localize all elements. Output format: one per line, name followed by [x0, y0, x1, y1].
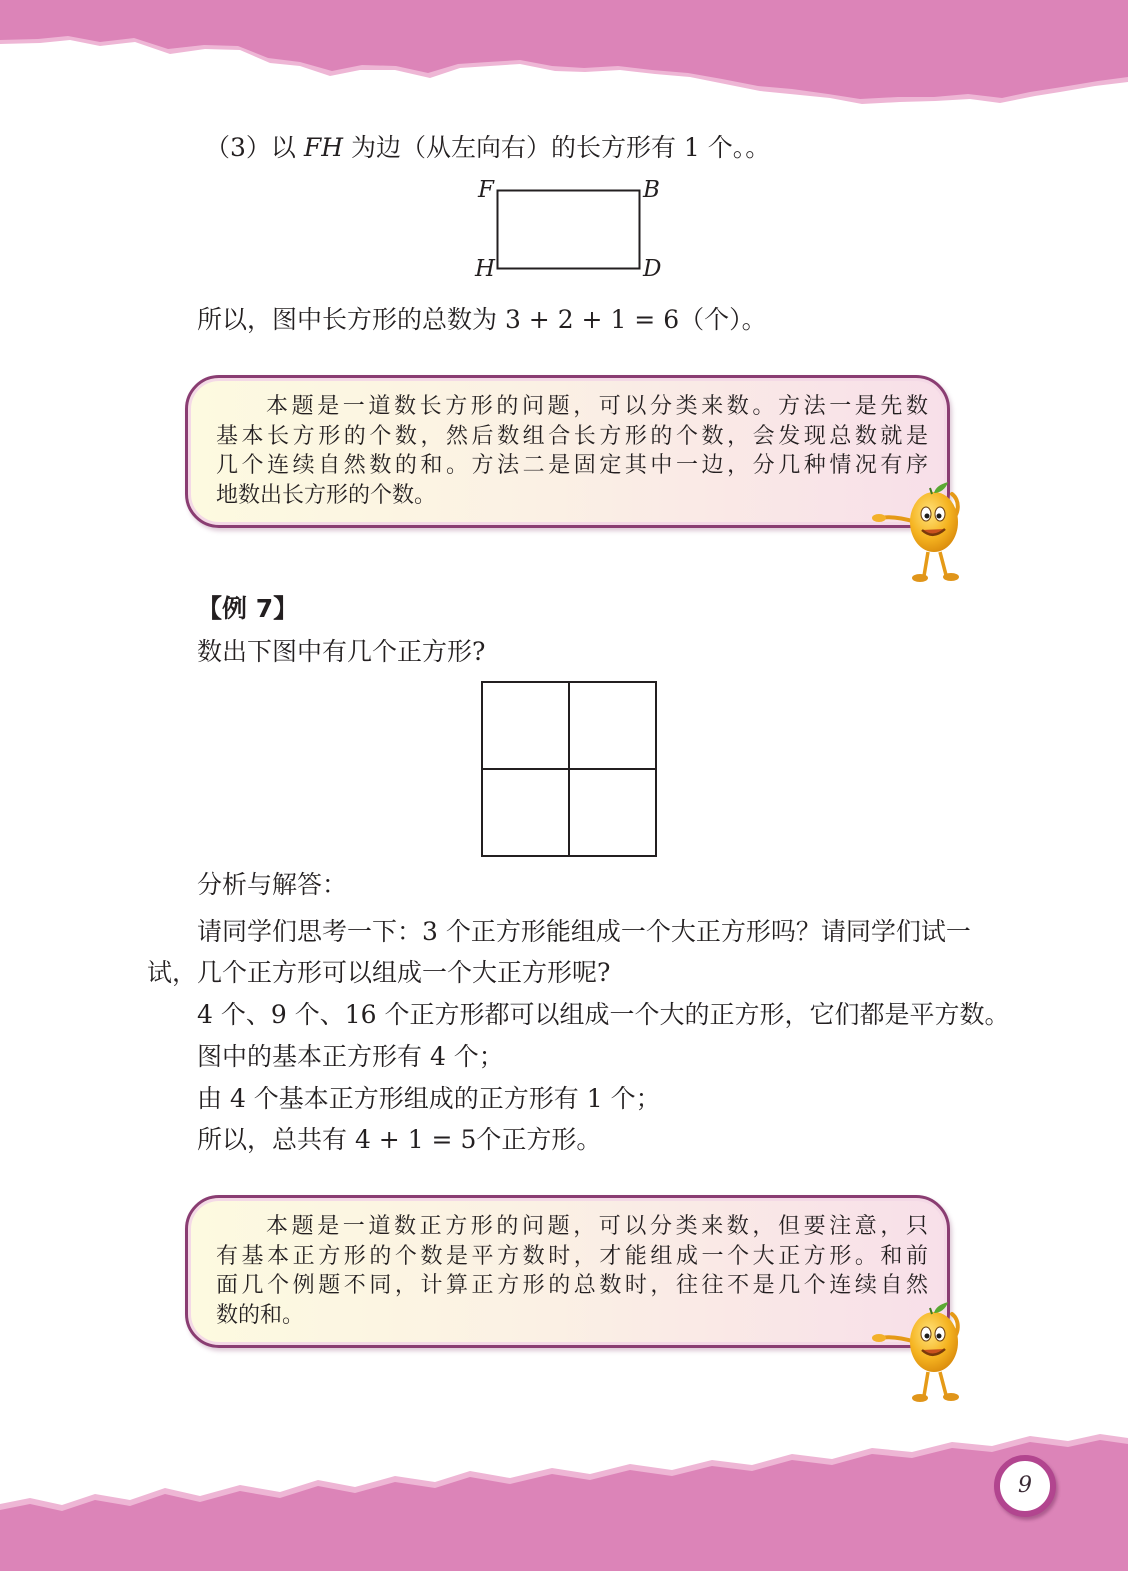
analysis-line: 试，几个正方形可以组成一个大正方形呢?: [147, 958, 611, 987]
tip-line: 面几个例题不同，计算正方形的总数时，往往不是几个连续自然: [216, 1273, 928, 1298]
analysis-line: 请同学们思考一下：3 个正方形能组成一个大正方形吗？请同学们试一: [197, 917, 971, 946]
vertex-label-f: F: [478, 177, 494, 203]
analysis-line: 4 个、9 个、16 个正方形都可以组成一个大的正方形，它们都是平方数。: [197, 1000, 1010, 1029]
part3-suffix: 为边（从左向右）的长方形有 1 个。。: [350, 133, 771, 162]
analysis-line: 图中的基本正方形有 4 个；: [197, 1042, 504, 1071]
orange-mascot-icon: [872, 1298, 977, 1404]
rectangle-diagram: [490, 183, 650, 278]
bottom-torn-band: [0, 1430, 1128, 1571]
tip-text: [216, 392, 928, 510]
vertex-label-b: B: [643, 177, 660, 203]
vertex-label-h: H: [475, 256, 496, 282]
rectangle-fbdh: [498, 191, 640, 269]
analysis-heading: 分析与解答：: [197, 870, 348, 899]
tip-line: 地数出长方形的个数。: [216, 482, 437, 508]
part3-edge-label: FH: [303, 133, 344, 162]
tip-line: 基本长方形的个数，然后数组合长方形的个数，会发现总数就是: [216, 423, 928, 449]
tip-line: 几个连续自然数的和。方法二是固定其中一边，分几种情况有序: [216, 453, 928, 478]
page-number: 9: [994, 1455, 1056, 1517]
tip-line: 数的和。: [216, 1302, 305, 1328]
example-title: 【例 7】: [197, 594, 299, 623]
example-question: 数出下图中有几个正方形?: [197, 637, 486, 666]
tip-box-rectangles: [185, 375, 950, 528]
orange-mascot-icon: [872, 478, 977, 584]
tip-line: 有基本正方形的个数是平方数时，才能组成一个大正方形。和前: [216, 1243, 928, 1269]
vertex-label-d: D: [643, 256, 662, 282]
tip-text: [216, 1212, 928, 1330]
tip-line: 本题是一道数长方形的问题，可以分类来数。方法一是先数: [266, 394, 928, 419]
part3-line: [205, 133, 770, 163]
tip-line: 本题是一道数正方形的问题，可以分类来数，但要注意，只: [266, 1214, 928, 1239]
analysis-line: 所以，总共有 4 + 1 = 5个正方形。: [197, 1125, 602, 1154]
rectangle-total-conclusion: 所以，图中长方形的总数为 3 + 2 + 1 = 6（个）。: [197, 305, 767, 334]
square-grid-diagram: [478, 678, 660, 860]
part3-prefix: （3）以: [205, 133, 296, 162]
top-torn-band: [0, 0, 1128, 110]
tip-box-squares: [185, 1195, 950, 1348]
analysis-line: 由 4 个基本正方形组成的正方形有 1 个；: [197, 1084, 661, 1113]
